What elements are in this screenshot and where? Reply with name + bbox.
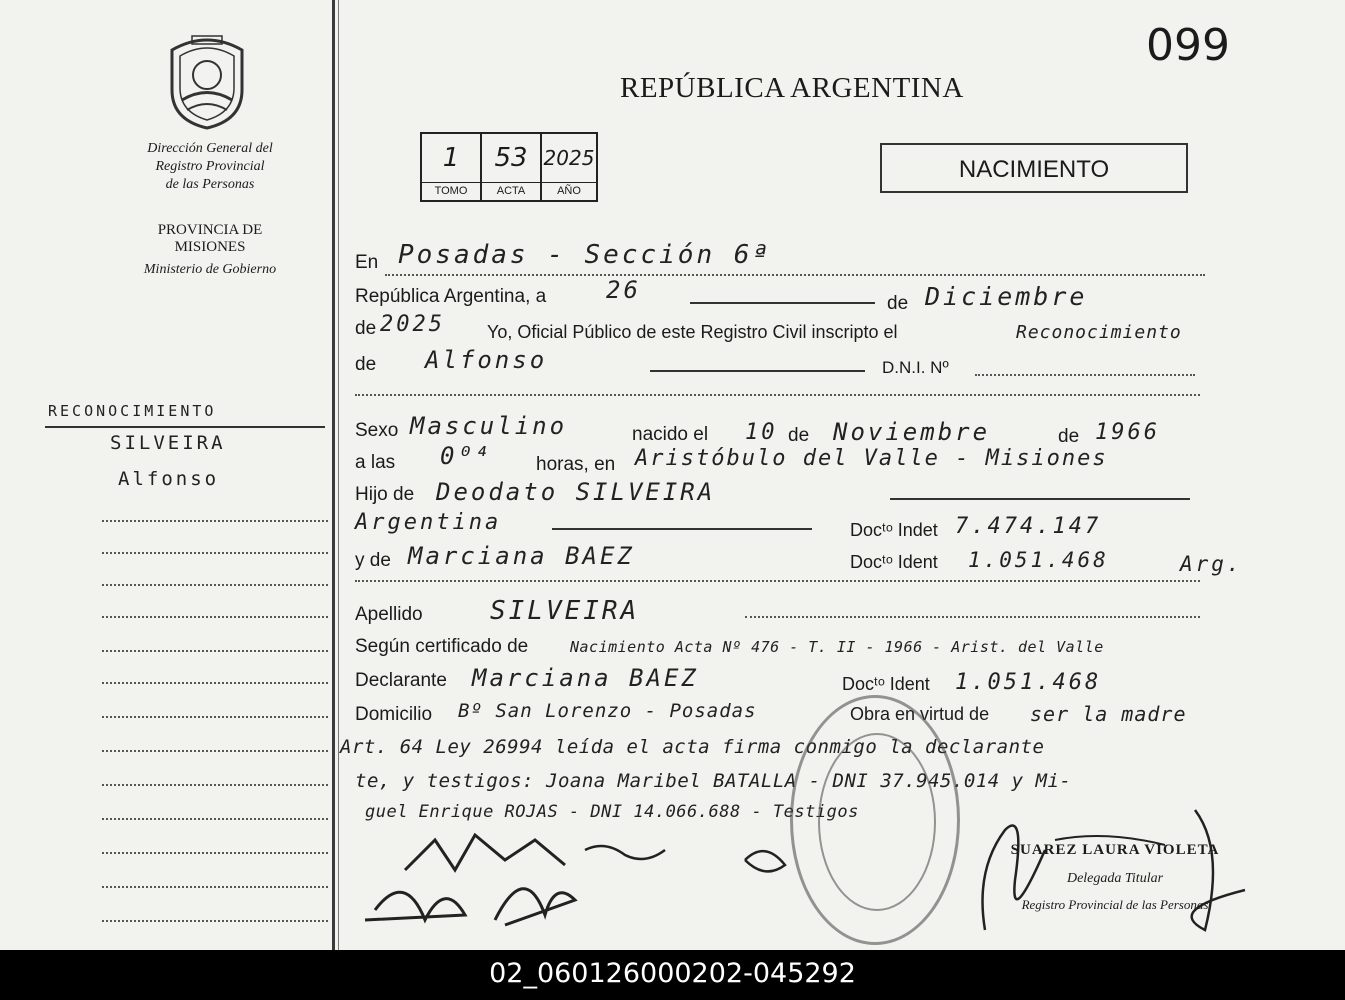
declarante-name: Marciana BAEZ xyxy=(472,664,699,692)
obra-label: Obra en virtud de xyxy=(850,704,990,724)
agency-line-1: Dirección General del xyxy=(147,141,273,156)
margin-dot-line xyxy=(102,616,328,619)
country-heading: REPÚBLICA ARGENTINA xyxy=(620,72,964,104)
birth-day: 10 xyxy=(745,420,778,445)
margin-note-name: Alfonso xyxy=(118,468,220,490)
hijo-label: Hijo de xyxy=(355,484,415,505)
signatory-office: Registro Provincial de las Personas xyxy=(1021,897,1209,912)
segun-label: Según certificado de xyxy=(355,636,529,657)
official-seal-icon xyxy=(790,695,960,945)
a-las-label: a las xyxy=(355,452,396,473)
fill-line xyxy=(355,394,1200,397)
tomo-value: 1 xyxy=(442,143,460,173)
signatory-title: Delegada Titular xyxy=(1066,871,1164,886)
birth-month: Noviembre xyxy=(833,418,991,446)
fill-line xyxy=(745,616,1200,619)
day-value: 26 xyxy=(606,276,641,304)
tomo-cell xyxy=(422,134,482,200)
agency-name xyxy=(100,140,320,194)
anio-value: 2025 xyxy=(543,146,595,170)
nacido-label: nacido el xyxy=(632,424,709,445)
margin-divider-inner xyxy=(338,0,339,950)
tomo-label: TOMO xyxy=(422,182,480,200)
margin-note-surname: SILVEIRA xyxy=(110,432,226,454)
oficial-text: Yo, Oficial Público de este Registro Civil inscripto el xyxy=(487,322,898,342)
document-type-box: NACIMIENTO xyxy=(880,143,1188,193)
ministry-name: Ministerio de Gobierno xyxy=(143,262,277,277)
mother-name: Marciana BAEZ xyxy=(408,542,635,570)
declarante-doc-label: Docᵗᵒ Ident xyxy=(842,674,930,694)
apellido-label: Apellido xyxy=(355,604,423,625)
body-text-3: guel Enrique ROJAS - DNI 14.066.688 - Testigos xyxy=(365,802,859,822)
province-name xyxy=(100,222,320,256)
witness-signatures-icon xyxy=(345,820,815,940)
hour-value: 0⁰⁴ xyxy=(440,442,493,470)
father-name: Deodato SILVEIRA xyxy=(436,478,716,506)
margin-dot-line xyxy=(102,584,328,587)
fill-line xyxy=(385,274,1205,277)
fill-rule xyxy=(690,302,875,304)
de3-label: de xyxy=(788,425,810,446)
de-label: de xyxy=(887,293,909,314)
apellido-value: SILVEIRA xyxy=(490,596,640,626)
margin-rule xyxy=(45,426,325,428)
mother-nationality: Arg. xyxy=(1180,552,1243,576)
margin-dot-line xyxy=(102,552,328,555)
mother-doc-label: Docᵗᵒ Ident xyxy=(850,552,938,572)
margin-dot-line xyxy=(102,886,328,889)
acta-value: 53 xyxy=(494,143,528,173)
declarante-doc: 1.051.468 xyxy=(955,670,1102,695)
horas-label: horas, en xyxy=(536,454,616,475)
name-value: Alfonso xyxy=(425,346,548,374)
fill-rule xyxy=(650,370,865,372)
republica-label: República Argentina, a xyxy=(355,286,547,307)
dni-label: D.N.I. Nº xyxy=(882,358,949,377)
domicilio-label: Domicilio xyxy=(355,704,433,725)
year-value: 2025 xyxy=(380,312,445,337)
y-de-label: y de xyxy=(355,550,391,571)
acta-cell xyxy=(482,134,542,200)
official-seal-inner xyxy=(818,733,936,911)
year-label: de xyxy=(355,318,377,339)
margin-dot-line xyxy=(102,682,328,685)
certificado-value: Nacimiento Acta Nº 476 - T. II - 1966 - Arist. del Valle xyxy=(570,638,1104,656)
document-id-footer: 02_060126000202-045292 xyxy=(0,950,1345,1000)
en-label: En xyxy=(355,252,379,273)
month-value: Diciembre xyxy=(925,282,1088,311)
obra-value: ser la madre xyxy=(1030,702,1187,726)
body-text-2: te, y testigos: Joana Maribel BATALLA - DNI 37.945.014 y Mi- xyxy=(355,770,1072,792)
birth-year: 1966 xyxy=(1095,420,1160,445)
body-text-1: Art. 64 Ley 26994 leída el acta firma conmigo la declarante xyxy=(340,736,1045,758)
anio-cell xyxy=(542,134,596,200)
agency-line-2: Registro Provincial xyxy=(155,159,265,174)
agency-line-3: de las Personas xyxy=(165,177,255,192)
declarante-label: Declarante xyxy=(355,670,447,691)
inscription-type: Reconocimiento xyxy=(1016,322,1182,343)
province-line-1: PROVINCIA DE xyxy=(157,222,263,238)
birth-place: Aristóbulo del Valle - Misiones xyxy=(635,446,1108,471)
margin-dot-line xyxy=(102,784,328,787)
margin-dot-line xyxy=(102,852,328,855)
de2-label: de xyxy=(355,354,377,375)
fill-rule xyxy=(890,498,1190,500)
margin-divider xyxy=(332,0,335,950)
fill-rule xyxy=(552,528,812,530)
de4-label: de xyxy=(1058,426,1080,447)
domicilio-value: Bº San Lorenzo - Posadas xyxy=(458,700,757,722)
en-value: Posadas - Sección 6ª xyxy=(398,240,772,270)
fill-line xyxy=(975,374,1195,377)
page-number: 099 xyxy=(1146,20,1230,71)
acta-label: ACTA xyxy=(482,182,540,200)
margin-dot-line xyxy=(102,716,328,719)
father-doc-label: Docᵗᵒ Indet xyxy=(850,520,938,540)
signatory-block xyxy=(985,842,1245,913)
provincial-emblem-icon xyxy=(162,30,252,130)
father-nationality: Argentina xyxy=(355,510,502,535)
province-line-2: MISIONES xyxy=(174,239,246,255)
margin-dot-line xyxy=(102,520,328,523)
anio-label: AÑO xyxy=(542,182,596,200)
father-doc: 7.474.147 xyxy=(955,514,1102,539)
registry-table xyxy=(420,132,598,202)
margin-dot-line xyxy=(102,818,328,821)
sexo-value: Masculino xyxy=(410,412,568,440)
margin-dot-line xyxy=(102,920,328,923)
signatory-name: SUAREZ LAURA VIOLETA xyxy=(1010,842,1220,858)
margin-dot-line xyxy=(102,750,328,753)
mother-doc: 1.051.468 xyxy=(968,548,1109,572)
margin-note-type: RECONOCIMIENTO xyxy=(48,402,217,420)
sexo-label: Sexo xyxy=(355,420,399,441)
margin-dot-line xyxy=(102,650,328,653)
fill-line xyxy=(355,580,1200,583)
